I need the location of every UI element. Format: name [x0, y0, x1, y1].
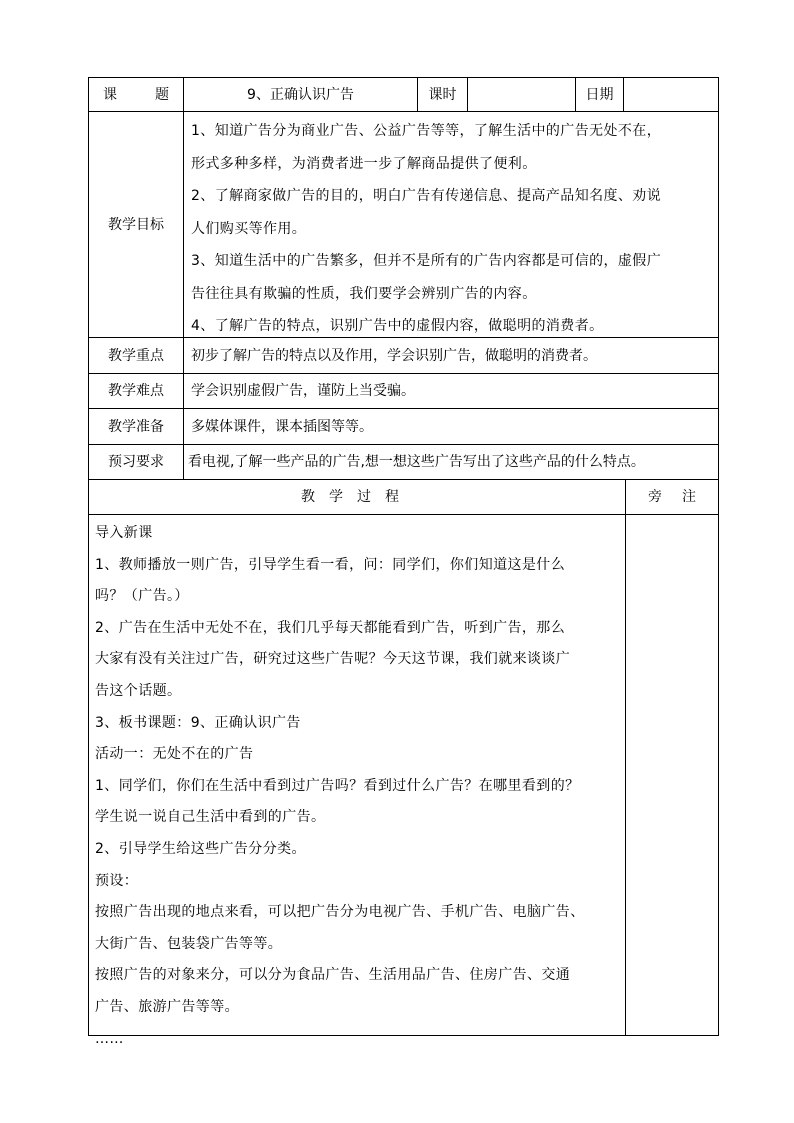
- difficulty-value: 学会识别虚假广告，谨防上当受骗。: [191, 383, 415, 399]
- row-divider: [89, 514, 718, 515]
- process-line: 2、引导学生给这些广告分分类。: [95, 840, 306, 857]
- process-line: 按照广告出现的地点来看，可以把广告分为电视广告、手机广告、电脑广告、: [95, 904, 585, 921]
- process-line: 广告、旅游广告等等。: [95, 998, 239, 1015]
- topic-label: [89, 78, 183, 111]
- process-line: 1、同学们，你们在生活中看到过广告吗？看到过什么广告？在哪里看到的？: [95, 777, 580, 794]
- process-line: 学生说一说自己生活中看到的广告。: [95, 809, 326, 826]
- difficulty-label: 教学难点: [108, 383, 164, 399]
- goals-line: 3、知道生活中的广告繁多，但并不是所有的广告内容都是可信的，虚假广: [191, 253, 662, 269]
- process-header: 教学过程: [301, 489, 413, 505]
- process-line: 活动一：无处不在的广告: [95, 746, 254, 763]
- lesson-plan-table: [88, 77, 719, 1047]
- process-line: 导入新课: [95, 525, 153, 541]
- side-note-header-char: 注: [682, 489, 696, 505]
- preparation-label: 教学准备: [108, 418, 164, 435]
- key-point-value: 初步了解广告的特点以及作用，学会识别广告，做聪明的消费者。: [191, 347, 597, 364]
- goals-line: 形式多种多样，为消费者进一步了解商品提供了便利。: [191, 155, 537, 172]
- process-line: 按照广告的对象来分，可以分为食品广告、生活用品广告、住房广告、交通: [95, 967, 571, 984]
- process-line: 预设：: [95, 872, 139, 889]
- process-content: [95, 518, 623, 1047]
- goals-line: 2、了解商家做广告的目的，明白广告有传递信息、提高产品知名度、劝说: [191, 188, 662, 204]
- process-line: 告这个话题。: [95, 682, 182, 699]
- process-line: 大街广告、包装袋广告等等。: [95, 935, 283, 952]
- process-line: 大家有没有关注过广告，研究过这些广告呢？今天这节课，我们就来谈谈广: [95, 651, 571, 668]
- preview-value: 看电视,了解一些产品的广告,想一想这些广告写出了这些产品的什么特点。: [188, 454, 645, 470]
- preparation-value: 多媒体课件，课本插图等等。: [191, 418, 373, 435]
- goals-line: 1、知道广告分为商业广告、公益广告等等，了解生活中的广告无处不在，: [191, 123, 662, 139]
- side-note-header-char: 旁: [648, 489, 662, 505]
- process-line: 1、教师播放一则广告，引导学生看一看，问：同学们，你们知道这是什么: [95, 556, 566, 573]
- topic-label-char: 题: [155, 86, 169, 103]
- goals-content: [191, 115, 715, 337]
- side-note-content: [626, 515, 718, 1035]
- side-note-header: [626, 480, 718, 514]
- process-line: 2、广告在生活中无处不在，我们几乎每天都能看到广告，听到广告，那么: [95, 619, 566, 636]
- date-value: [624, 78, 718, 111]
- key-point-label: 教学重点: [108, 347, 164, 364]
- goals-label: 教学目标: [108, 216, 164, 233]
- goals-line: 告往往具有欺骗的性质，我们要学会辨别广告的内容。: [191, 285, 537, 302]
- process-line: ……: [95, 1030, 124, 1047]
- process-line: 吗？（广告。）: [95, 588, 189, 605]
- period-value: [468, 78, 575, 111]
- goals-line: 人们购买等作用。: [191, 220, 307, 237]
- date-label: 日期: [585, 86, 614, 103]
- period-label: 课时: [428, 86, 457, 103]
- goals-line: 4、了解广告的特点，识别广告中的虚假内容，做聪明的消费者。: [191, 318, 604, 334]
- topic-label-char: 课: [103, 86, 117, 103]
- preview-label: 预习要求: [108, 454, 164, 470]
- topic-value: 9、正确认识广告: [247, 86, 354, 103]
- process-line: 3、板书课题：9、正确认识广告: [95, 714, 301, 731]
